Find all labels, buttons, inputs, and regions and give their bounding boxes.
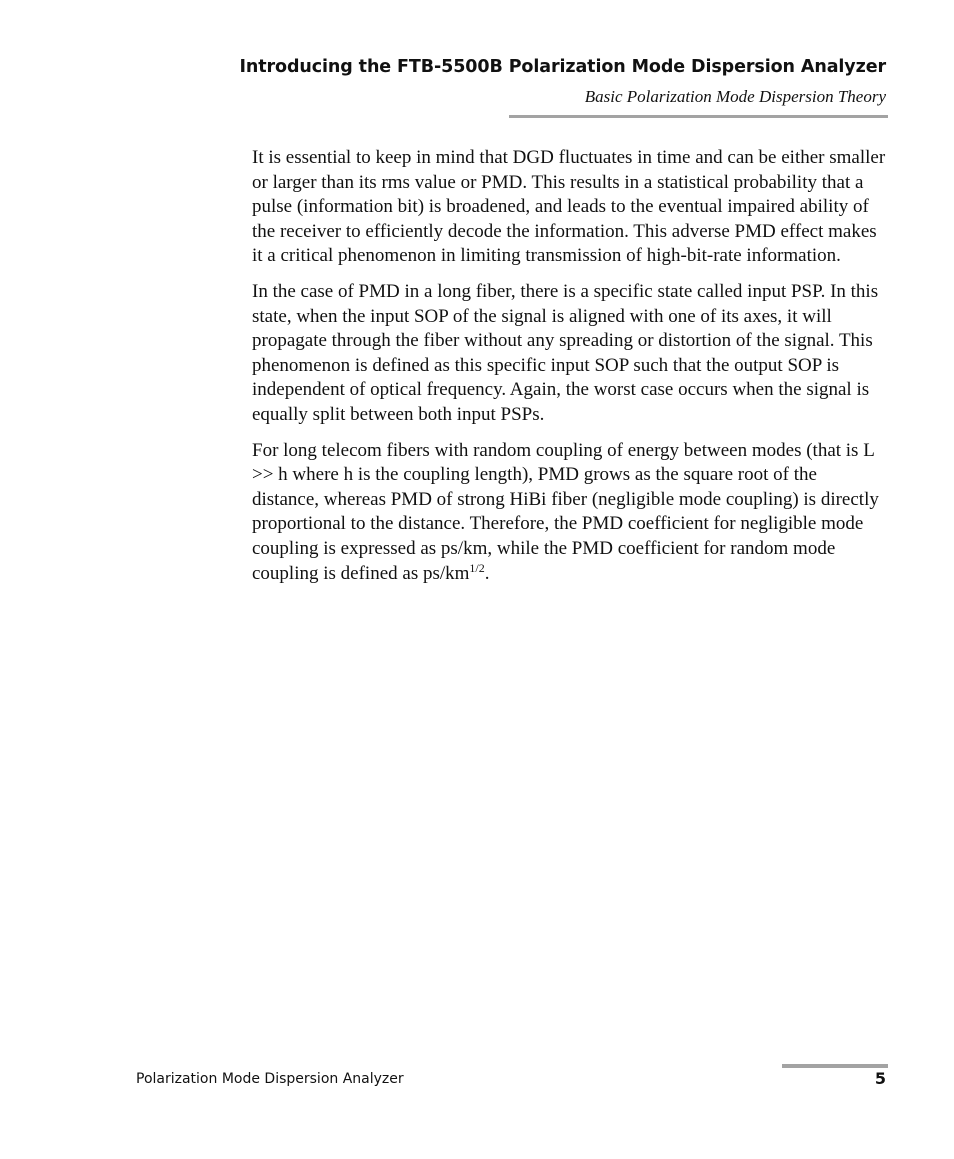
paragraph-2: In the case of PMD in a long fiber, there is a specific state called input PSP. In this state, when the input SOP of the signal is aligned with one of its axes, it will propagate through the fiber without any spreading or distortion of the signal. This phenomenon is defined as this specific input SOP such that the output SOP is independent of optical frequency. Again, the worst case occurs when the signal is equally split between both input PSPs. bbox=[252, 280, 879, 425]
exponent-superscript: 1/2 bbox=[469, 560, 485, 575]
chapter-title: Introducing the FTB-5500B Polarization Mode Dispersion Analyzer bbox=[239, 57, 886, 77]
paragraph-1: It is essential to keep in mind that DGD fluctuates in time and can be either smaller or larger than its rms value or PMD. This results in a statistical probability that a pulse (information bit) is broadened, and leads to the eventual impaired ability of the receiver to efficiently decode the information. This adverse PMD effect makes it a critical phenomenon in limiting transmission of high-bit-rate information. bbox=[252, 147, 886, 267]
paragraph-3 bbox=[252, 439, 888, 587]
header-divider bbox=[509, 115, 888, 118]
body-text bbox=[252, 146, 888, 597]
footer-divider bbox=[782, 1064, 888, 1068]
section-title: Basic Polarization Mode Dispersion Theory bbox=[584, 87, 886, 106]
paragraph-3-text: For long telecom fibers with random coupling of energy between modes (that is L >> h where h is the coupling length), PMD grows as the square root of the distance, whereas PMD of strong HiBi fiber (negligible mode coupling) is directly proportional to the distance. Therefore, the PMD coefficient for negligible mode coupling is expressed as ps/km, while the PMD coefficient for random mode coupling is defined as ps/km bbox=[252, 439, 879, 584]
paragraph-3-ending: . bbox=[484, 562, 490, 584]
footer-title: Polarization Mode Dispersion Analyzer bbox=[136, 1071, 404, 1087]
page-number: 5 bbox=[874, 1069, 886, 1088]
